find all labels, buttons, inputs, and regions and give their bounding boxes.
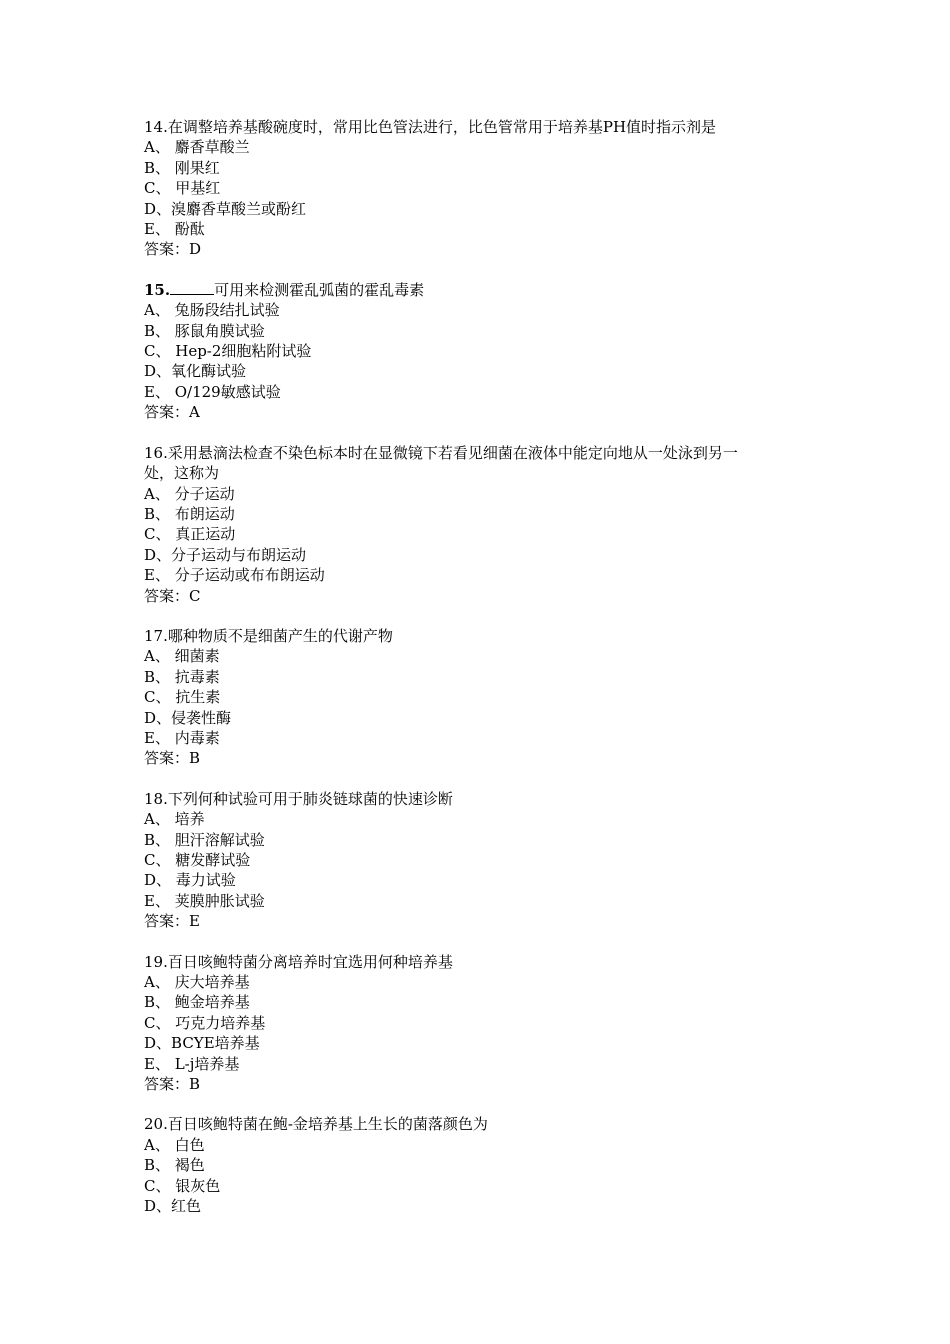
option-d: D、氧化酶试验 <box>144 362 247 381</box>
option-d: D、 毒力试验 <box>144 871 236 890</box>
question-number: 14. <box>144 118 168 136</box>
answer: 答案：B <box>144 749 201 768</box>
question-19 <box>144 952 814 1095</box>
question-stem <box>144 1114 814 1134</box>
question-number: 17. <box>144 626 168 645</box>
option-e: E、 酚酞 <box>144 220 205 239</box>
question-18 <box>144 789 814 932</box>
question-text: 哪种物质不是细菌产生的代谢产物 <box>167 626 393 645</box>
option-d: D、分子运动与布朗运动 <box>144 545 307 564</box>
option-c: C、 抗生素 <box>144 688 221 707</box>
question-17 <box>144 626 814 769</box>
question-text: 可用来检测霍乱弧菌的霍乱毒素 <box>214 280 425 299</box>
answer: 答案：C <box>144 586 201 605</box>
answer: 答案：D <box>144 240 202 259</box>
option-a: A、 庆大培养基 <box>144 973 250 992</box>
option-e: E、 荚膜肿胀试验 <box>144 891 265 910</box>
option-e: E、 O/129敏感试验 <box>144 382 281 401</box>
option-b: B、 褐色 <box>144 1156 205 1175</box>
question-text: 百日咳鲍特菌分离培养时宜选用何种培养基 <box>167 952 453 971</box>
question-stem-continuation: 处，这称为 <box>144 464 220 483</box>
option-c: C、 真正运动 <box>144 525 236 544</box>
option-e: E、 分子运动或布布朗运动 <box>144 566 325 585</box>
option-d: D、溴麝香草酸兰或酚红 <box>144 199 307 218</box>
question-16 <box>144 443 814 606</box>
question-text: 采用悬滴法检查不染色标本时在显微镜下若看见细菌在液体中能定向地从一处泳到另一 <box>167 443 738 462</box>
option-a: A、 白色 <box>144 1135 205 1154</box>
option-a: A、 麝香草酸兰 <box>144 138 250 157</box>
option-c: C、 巧克力培养基 <box>144 1013 266 1032</box>
option-b: B、 胆汗溶解试验 <box>144 830 265 849</box>
question-number: 16. <box>144 443 168 462</box>
option-a: A、 培养 <box>144 810 205 829</box>
question-stem <box>144 789 814 809</box>
option-b: B、 布朗运动 <box>144 504 235 523</box>
question-number: 15. <box>144 280 171 299</box>
option-e: E、 内毒素 <box>144 728 220 747</box>
option-e: E、 L-j培养基 <box>144 1054 240 1073</box>
question-stem <box>144 626 814 646</box>
question-20 <box>144 1114 814 1216</box>
question-stem <box>144 952 814 972</box>
question-15 <box>144 280 814 423</box>
question-stem <box>144 117 814 137</box>
option-b: B、 豚鼠角膜试验 <box>144 321 265 340</box>
option-d: D、红色 <box>144 1197 202 1216</box>
option-d: D、侵袭性酶 <box>144 708 232 727</box>
option-a: A、 细菌素 <box>144 647 220 666</box>
option-b: B、 鲍金培养基 <box>144 993 250 1012</box>
answer: 答案：E <box>144 912 200 931</box>
option-c: C、 Hep-2细胞粘附试验 <box>144 342 312 361</box>
question-number: 19. <box>144 952 168 971</box>
question-number: 18. <box>144 789 168 808</box>
question-text: 下列何种试验可用于肺炎链球菌的快速诊断 <box>167 789 453 808</box>
fill-in-blank <box>170 280 214 295</box>
option-a: A、 兔肠段结扎试验 <box>144 301 280 320</box>
question-number: 20. <box>144 1115 168 1134</box>
option-b: B、 抗毒素 <box>144 667 220 686</box>
option-b: B、 刚果红 <box>144 158 220 177</box>
question-text: 百日咳鲍特菌在鲍-金培养基上生长的菌落颜色为 <box>167 1115 488 1134</box>
answer: 答案：B <box>144 1075 201 1094</box>
option-d: D、BCYE培养基 <box>144 1034 260 1053</box>
answer: 答案：A <box>144 403 200 422</box>
question-stem <box>144 443 814 463</box>
document-page <box>144 117 814 1237</box>
option-c: C、 银灰色 <box>144 1176 221 1195</box>
question-14 <box>144 117 814 260</box>
option-c: C、 糖发酵试验 <box>144 851 251 869</box>
question-text: 在调整培养基酸碗度时，常用比色管法进行，比色管常用于培养基PH值时指示剂是 <box>167 118 717 136</box>
question-stem <box>144 280 814 300</box>
option-c: C、 甲基红 <box>144 179 221 198</box>
option-a: A、 分子运动 <box>144 484 235 503</box>
